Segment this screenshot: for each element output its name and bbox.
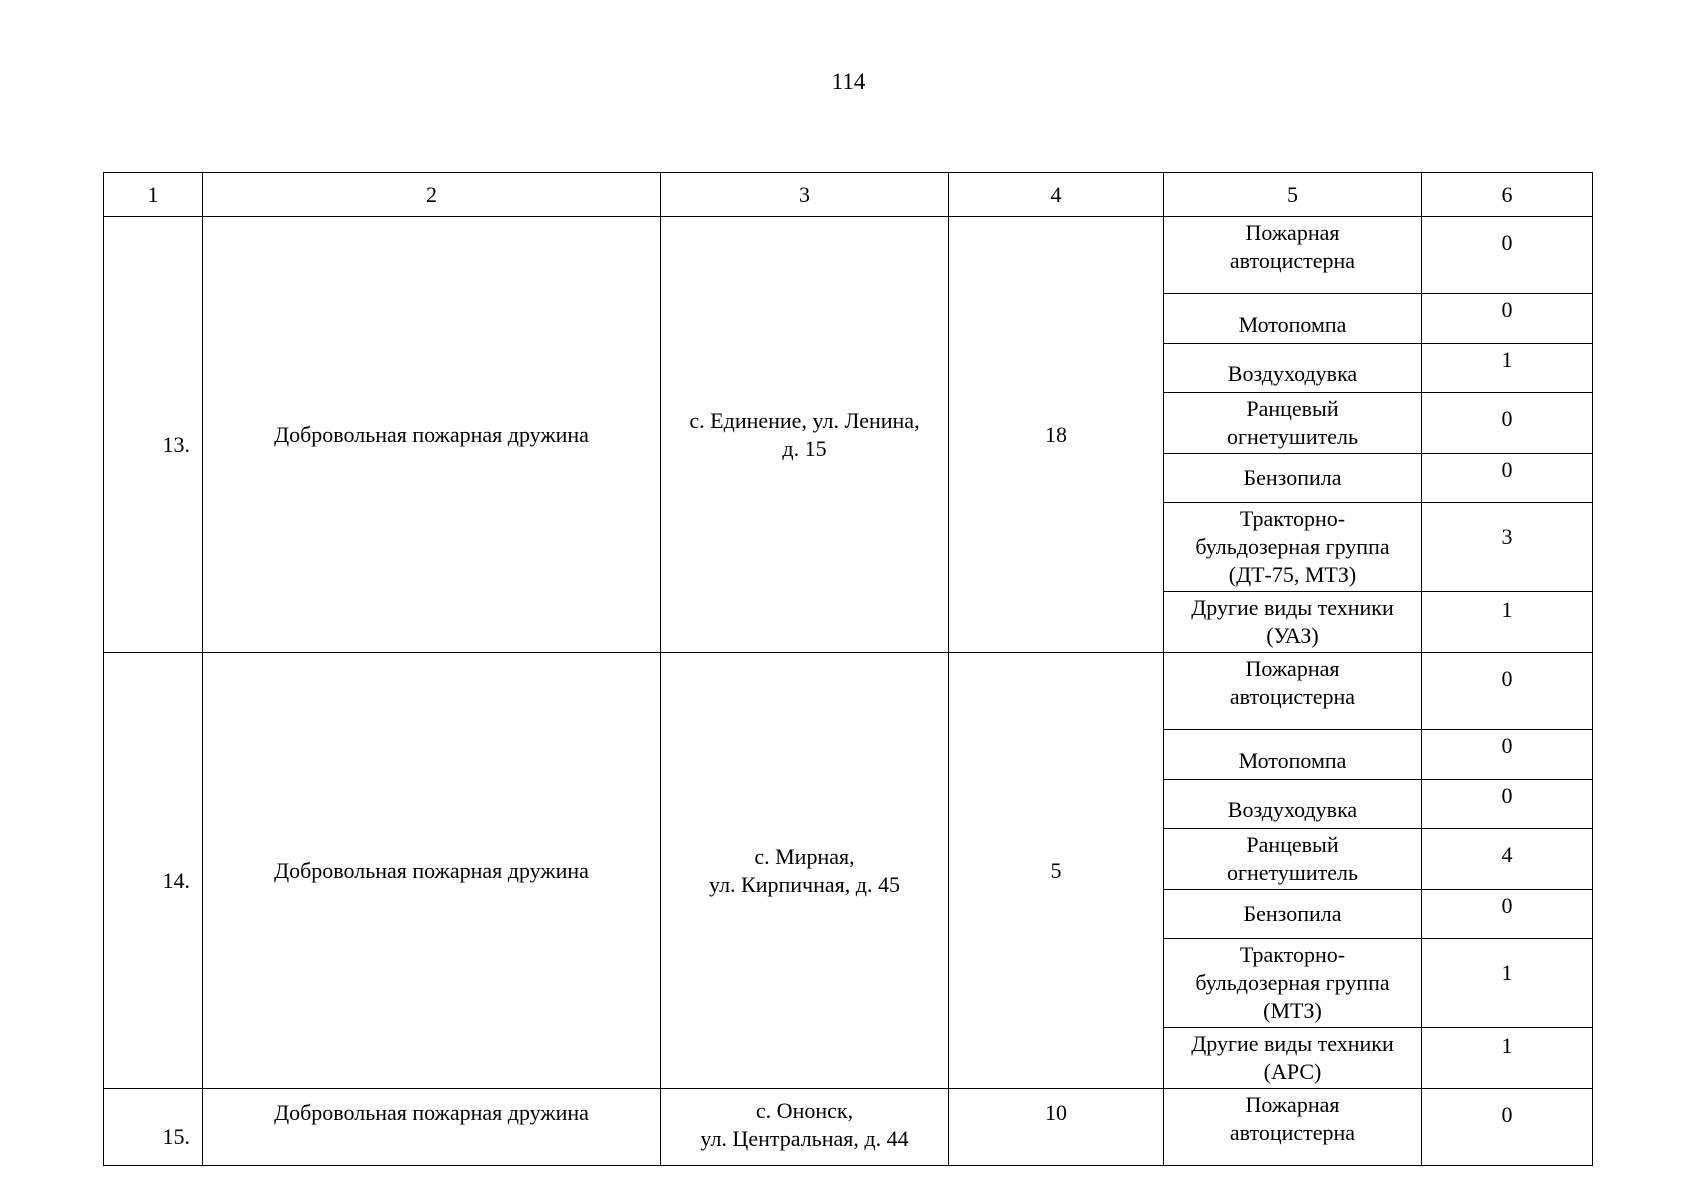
header-cell: 2 <box>203 173 661 217</box>
equipment-label: автоцистерна <box>1229 684 1356 709</box>
equipment-cell <box>1164 393 1422 454</box>
row-number: 13. <box>162 431 190 457</box>
quantity-cell: 3 <box>1422 503 1593 592</box>
quantity-cell: 0 <box>1422 217 1593 294</box>
equipment-label: (МТЗ) <box>1263 998 1322 1023</box>
address-line: д. 15 <box>782 435 827 461</box>
header-cell: 6 <box>1422 173 1593 217</box>
row-number-cell <box>104 653 203 1089</box>
equipment-label: бульдозерная группа <box>1195 534 1390 559</box>
address-cell <box>661 1089 949 1166</box>
header-row <box>104 173 1593 217</box>
personnel-count: 18 <box>1045 421 1067 447</box>
equipment-label: автоцистерна <box>1229 1120 1356 1145</box>
equipment-label: (АРС) <box>1263 1059 1322 1084</box>
row-number: 14. <box>162 867 190 893</box>
quantity-cell: 1 <box>1422 939 1593 1028</box>
header-cell: 3 <box>661 173 949 217</box>
quantity-cell: 0 <box>1422 653 1593 730</box>
equipment-label: Воздуходувка <box>1227 361 1358 386</box>
equipment-label: Ранцевый <box>1246 832 1339 857</box>
quantity-cell: 0 <box>1422 890 1593 939</box>
equipment-label: Другие виды техники <box>1191 1031 1394 1056</box>
equipment-label: Мотопомпа <box>1238 311 1347 337</box>
equipment-cell <box>1164 217 1422 294</box>
personnel-count-cell <box>949 217 1164 653</box>
header-cell: 1 <box>104 173 203 217</box>
equipment-label: Мотопомпа <box>1238 747 1347 773</box>
row-number: 15. <box>162 1124 190 1149</box>
equipment-cell <box>1164 1089 1422 1166</box>
equipment-label: Другие виды техники <box>1191 595 1394 620</box>
equipment-cell <box>1164 592 1422 653</box>
personnel-count-cell <box>949 1089 1164 1166</box>
quantity-cell: 0 <box>1422 780 1593 829</box>
equipment-label: Бензопила <box>1243 901 1342 926</box>
header-cell: 5 <box>1164 173 1422 217</box>
equipment-label: (УАЗ) <box>1266 623 1319 648</box>
equipment-cell <box>1164 503 1422 592</box>
address-line: с. Ононск, <box>755 1098 854 1123</box>
page-number: 114 <box>831 69 866 94</box>
quantity-cell: 0 <box>1422 1089 1593 1166</box>
unit-name-cell <box>203 653 661 1089</box>
unit-name: Добровольная пожарная дружина <box>274 857 589 883</box>
equipment-cell <box>1164 939 1422 1028</box>
equipment-label: (ДТ-75, МТЗ) <box>1228 562 1357 587</box>
equipment-cell <box>1164 294 1422 344</box>
row-number-cell <box>104 1089 203 1166</box>
unit-name: Добровольная пожарная дружина <box>274 1100 589 1125</box>
row-number-cell <box>104 217 203 653</box>
address-cell <box>661 653 949 1089</box>
address-line: с. Мирная, <box>754 843 855 869</box>
header-cell: 4 <box>949 173 1164 217</box>
equipment-label: Тракторно- <box>1239 506 1346 531</box>
quantity-cell: 0 <box>1422 294 1593 344</box>
quantity-cell: 1 <box>1422 344 1593 393</box>
unit-name-cell <box>203 1089 661 1166</box>
equipment-label: Ранцевый <box>1246 396 1339 421</box>
quantity-cell: 0 <box>1422 730 1593 780</box>
quantity-cell: 1 <box>1422 592 1593 653</box>
equipment-label: Тракторно- <box>1239 942 1346 967</box>
quantity-cell: 0 <box>1422 454 1593 503</box>
equipment-label: автоцистерна <box>1229 248 1356 273</box>
quantity-cell: 1 <box>1422 1028 1593 1089</box>
equipment-label: Бензопила <box>1243 465 1342 490</box>
equipment-cell <box>1164 780 1422 829</box>
equipment-label: Пожарная <box>1245 1092 1340 1117</box>
fire-brigade-table <box>103 172 1593 1166</box>
equipment-label: огнетушитель <box>1227 424 1358 449</box>
equipment-cell <box>1164 454 1422 503</box>
address-line: с. Единение, ул. Ленина, <box>689 407 920 433</box>
equipment-label: Пожарная <box>1245 656 1340 681</box>
address-line: ул. Кирпичная, д. 45 <box>709 871 900 897</box>
equipment-label: Воздуходувка <box>1227 797 1358 822</box>
personnel-count: 10 <box>1045 1100 1067 1125</box>
table-row <box>104 653 1593 730</box>
quantity-cell: 4 <box>1422 829 1593 890</box>
table-row <box>104 217 1593 294</box>
table-row <box>104 1089 1593 1166</box>
address-line: ул. Центральная, д. 44 <box>700 1126 909 1151</box>
equipment-cell <box>1164 653 1422 730</box>
equipment-cell <box>1164 730 1422 780</box>
equipment-label: бульдозерная группа <box>1195 970 1390 995</box>
equipment-label: огнетушитель <box>1227 860 1358 885</box>
equipment-cell <box>1164 344 1422 393</box>
address-cell <box>661 217 949 653</box>
personnel-count: 5 <box>1050 857 1062 883</box>
equipment-label: Пожарная <box>1245 220 1340 245</box>
personnel-count-cell <box>949 653 1164 1089</box>
unit-name: Добровольная пожарная дружина <box>274 421 589 447</box>
unit-name-cell <box>203 217 661 653</box>
equipment-cell <box>1164 829 1422 890</box>
equipment-cell <box>1164 890 1422 939</box>
equipment-cell <box>1164 1028 1422 1089</box>
quantity-cell: 0 <box>1422 393 1593 454</box>
